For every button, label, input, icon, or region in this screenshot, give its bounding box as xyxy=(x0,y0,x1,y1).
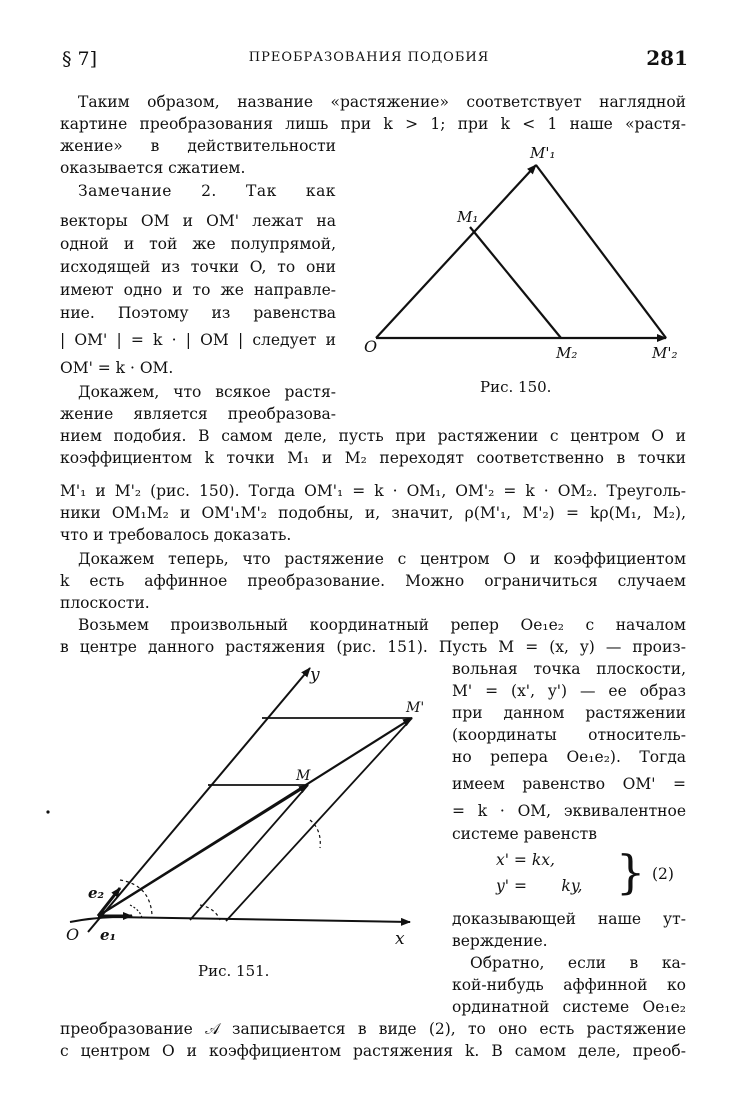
label-M1: M₁ xyxy=(457,208,479,226)
label-M1p: M'₁ xyxy=(530,144,556,162)
text-line: коэффициентом k точки M₁ и M₂ переходят соответственно в точки xyxy=(60,449,686,467)
label-e1: e₁ xyxy=(100,926,117,944)
label-M2p: M'₂ xyxy=(652,344,678,362)
x-axis xyxy=(70,917,410,922)
text-line: но репера Oe₁e₂). Тогда xyxy=(452,748,686,766)
text-line: ники OM₁M₂ и OM'₁M'₂ подобны, и, значит, ρ(M'₁, M'₂) = kρ(M₁, M₂), xyxy=(60,504,686,522)
label-O: O xyxy=(364,337,378,356)
text-line: в центре данного растяжения (рис. 151). Пусть M = (x, y) — произ- xyxy=(60,638,686,656)
text-line: имеют одно и то же направле- xyxy=(60,281,336,299)
text-line: Обратно, если в ка- xyxy=(470,954,686,972)
label-y: y xyxy=(310,665,320,685)
equation-number: (2) xyxy=(652,865,674,883)
text-line: с центром O и коэффициентом растяжения k. В самом деле, преоб- xyxy=(60,1042,686,1060)
text-line: нием подобия. В самом деле, пусть при растяжении с центром O и xyxy=(60,427,686,445)
text-line: плоскости. xyxy=(60,594,150,612)
y-axis xyxy=(88,668,310,932)
text-line: векторы OM и OM' лежат на xyxy=(60,212,336,230)
text-line: жение является преобразова- xyxy=(60,405,336,423)
text-line: вольная точка плоскости, xyxy=(452,660,686,678)
brace: } xyxy=(616,845,646,899)
text-line: кой-нибудь аффинной ко xyxy=(452,976,686,994)
text-line: ние. Поэтому из равенства xyxy=(60,304,336,322)
label-O: O xyxy=(66,925,80,944)
text-line: (координаты относитель- xyxy=(452,726,686,744)
label-x: x xyxy=(395,929,405,949)
text-line: системе равенств xyxy=(452,825,597,843)
text-line: M' = (x', y') — ее образ xyxy=(452,682,686,700)
stray-dot xyxy=(46,810,49,813)
text-line: исходящей из точки O, то они xyxy=(60,258,336,276)
text-line: OM' = k · OM. xyxy=(60,359,174,377)
text-line: | OM' | = k · | OM | следует и xyxy=(60,331,336,349)
page-number: 281 xyxy=(646,46,688,70)
section-number: § 7] xyxy=(62,48,98,70)
text-line: Замечание 2. Так как xyxy=(78,182,336,200)
text-line: одной и той же полупрямой, xyxy=(60,235,336,253)
text-line: оказывается сжатием. xyxy=(60,159,246,177)
label-M: M xyxy=(296,768,311,784)
text-line: = k · OM, эквивалентное xyxy=(452,802,686,820)
figure-151-caption: Рис. 151. xyxy=(198,962,270,980)
proj-M-to-x xyxy=(190,785,308,920)
running-title: ПРЕОБРАЗОВАНИЯ ПОДОБИЯ xyxy=(248,50,490,65)
text-line: Возьмем произвольный координатный репер Oe₁e₂ с началом xyxy=(78,616,686,634)
vector-OM xyxy=(98,785,308,916)
text-line: Таким образом, название «растяжение» соответствует наглядной xyxy=(78,93,686,111)
text-line: k есть аффинное преобразование. Можно ограничиться случаем xyxy=(60,572,686,590)
text-line: преобразование 𝒜 записывается в виде (2), то оно есть растяжение xyxy=(60,1020,686,1038)
text-line: что и требовалось доказать. xyxy=(60,526,292,544)
text-line: M'₁ и M'₂ (рис. 150). Тогда OM'₁ = k · OM₁, OM'₂ = k · OM₂. Треуголь- xyxy=(60,482,686,500)
text-line: при данном растяжении xyxy=(452,704,686,722)
text-line: Докажем, что всякое растя- xyxy=(78,383,336,401)
figure-150-caption: Рис. 150. xyxy=(480,378,552,396)
equation-line: x' = kx, xyxy=(496,851,555,869)
label-e2: e₂ xyxy=(88,884,105,902)
text-line: Докажем теперь, что растяжение с центром O и коэффициентом xyxy=(78,550,686,568)
text-line: картине преобразования лишь при k > 1; при k < 1 наше «растя- xyxy=(60,115,686,133)
label-Mp: M' xyxy=(406,700,425,716)
text-line: имеем равенство OM' = xyxy=(452,775,686,793)
text-line: верждение. xyxy=(452,932,548,950)
label-M2: M₂ xyxy=(556,344,578,362)
text-line: жение» в действительности xyxy=(60,137,336,155)
equation-line: y' = ky, xyxy=(496,877,583,895)
text-line: ординатной системе Oe₁e₂ xyxy=(452,998,686,1016)
text-line: доказывающей наше ут- xyxy=(452,910,686,928)
